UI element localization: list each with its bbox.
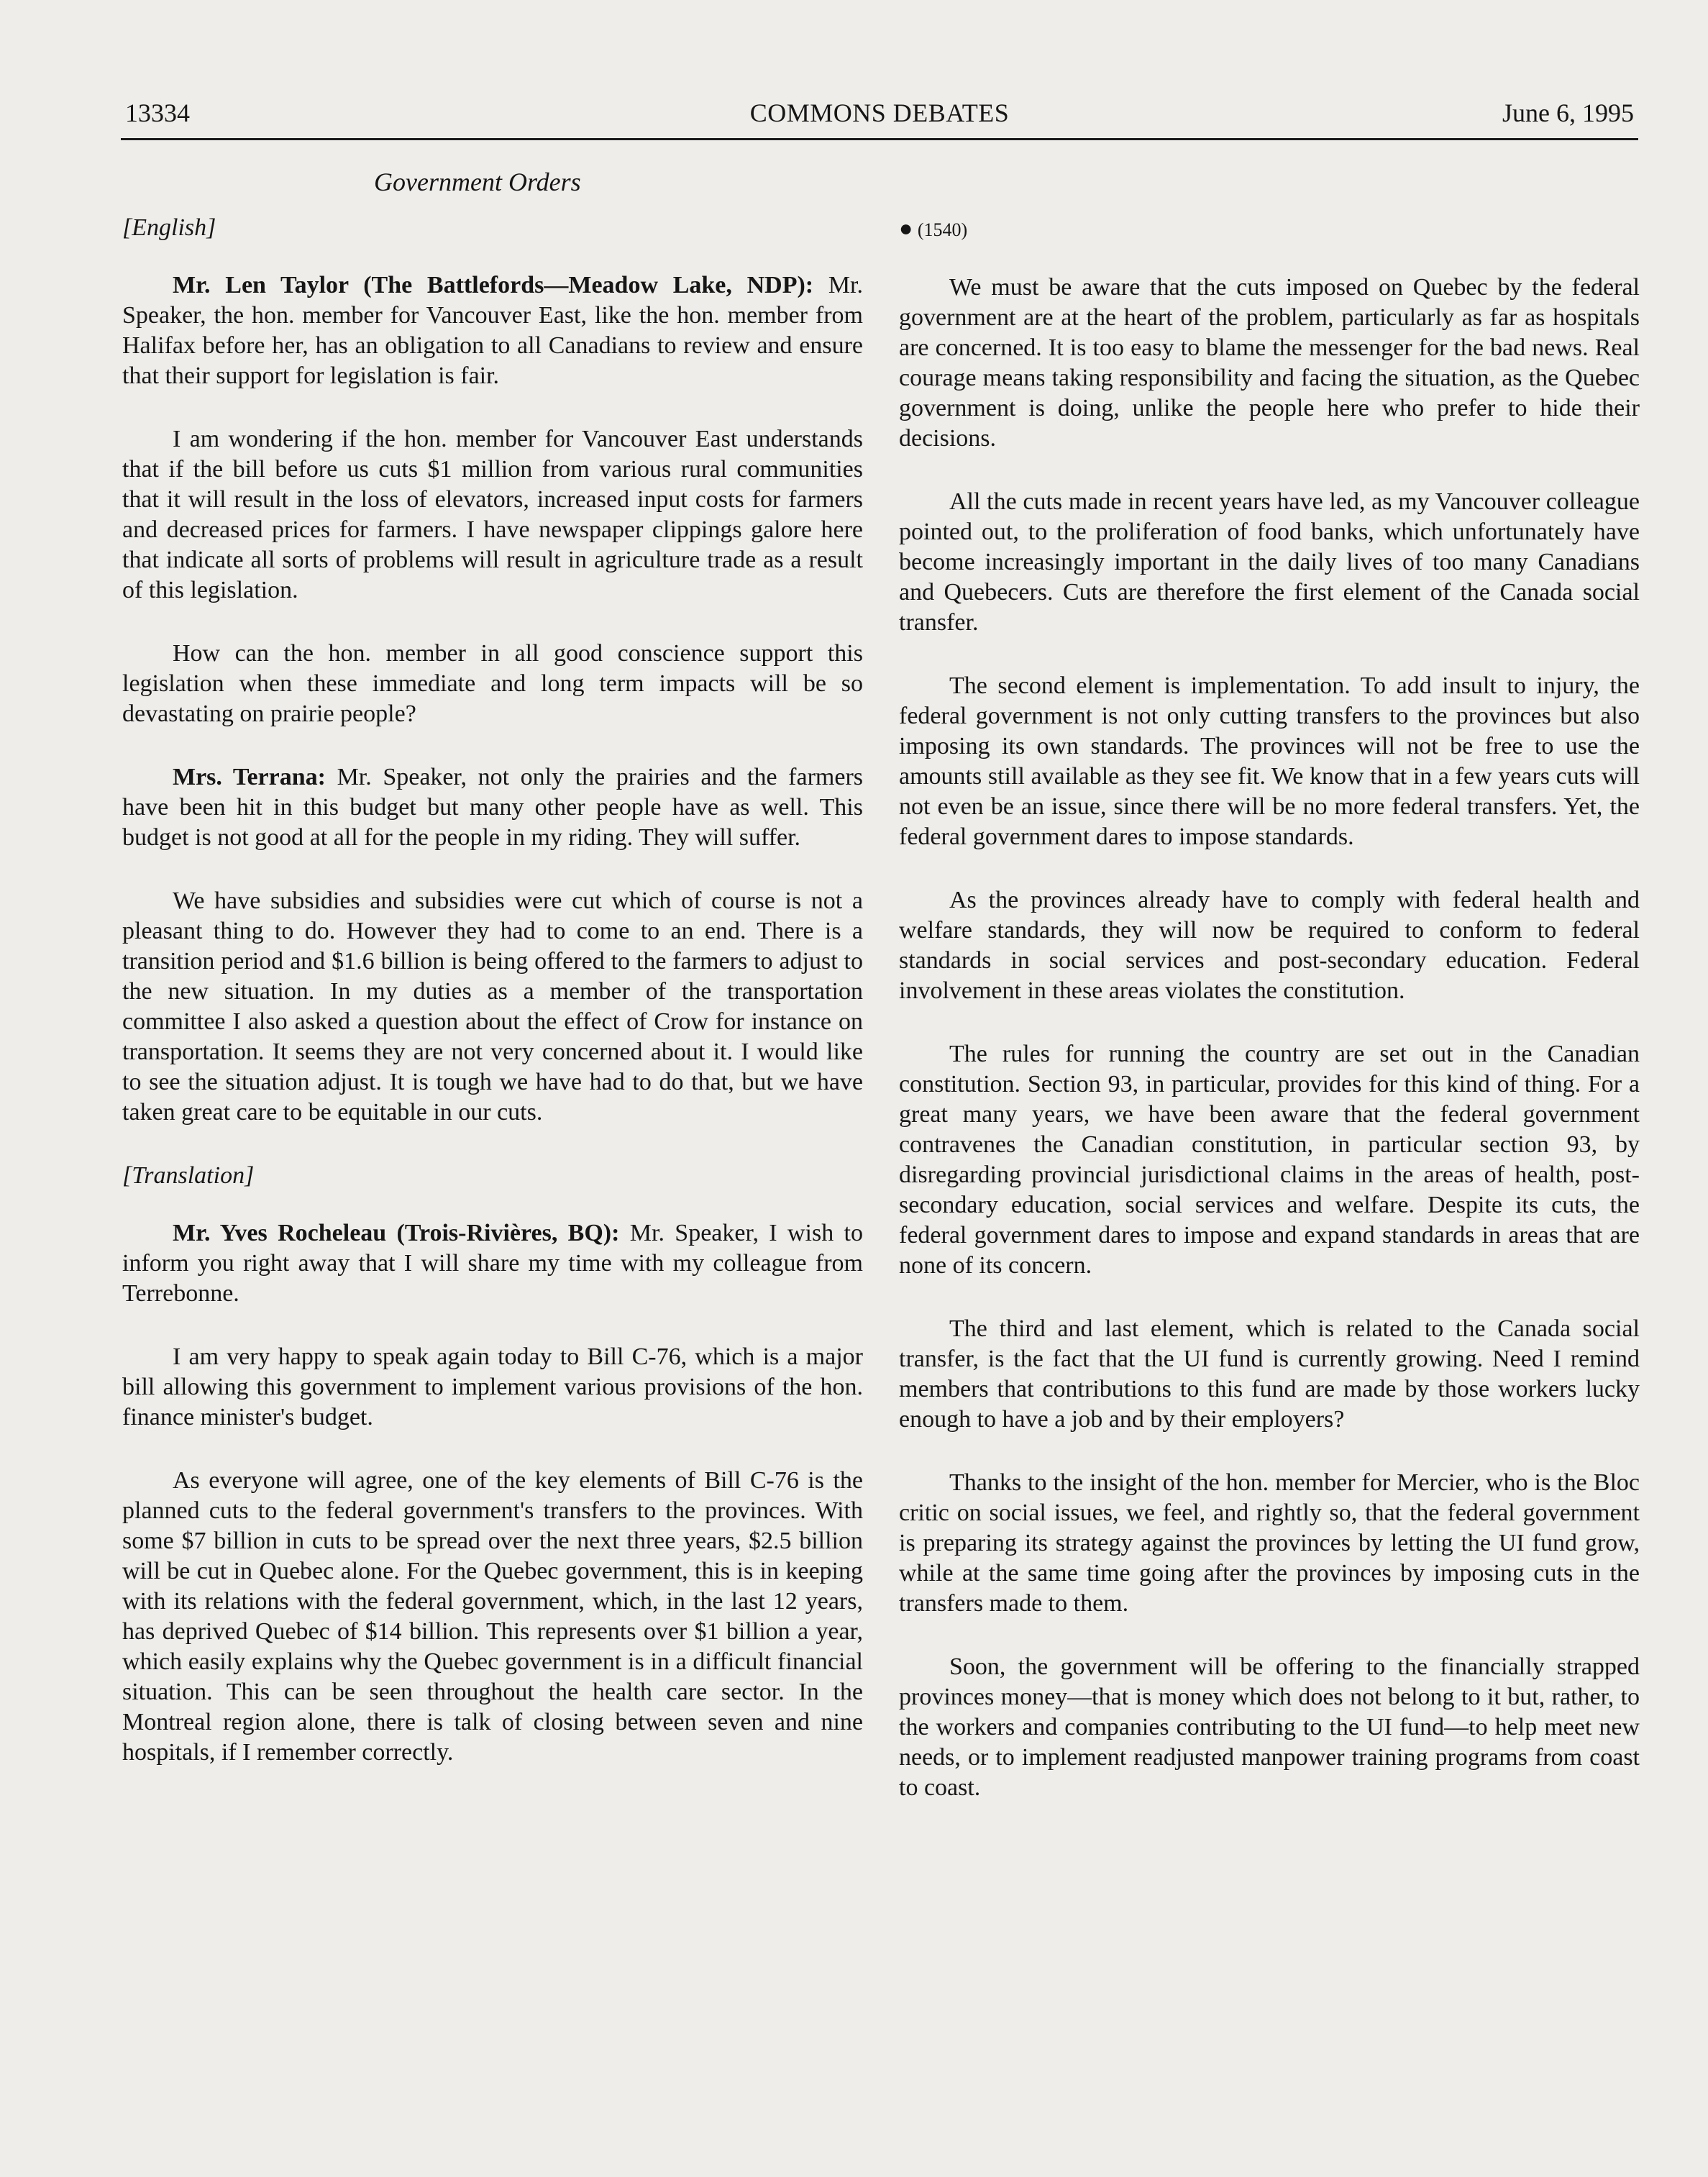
page-number: 13334 <box>125 99 190 127</box>
paragraph: Thanks to the insight of the hon. member for Mercier, who is the Bloc critic on social issues, we feel, and rightly so, that the federal government is preparing its strategy against the provinces by letting the UI fund grow, while at the same time going after the provinces by imposing cuts in the transfers made to them. <box>899 1469 1640 1617</box>
paragraph <box>122 1218 863 1309</box>
paragraph: The second element is implementation. To add insult to injury, the federal government is not only cutting transfers to the provinces but also imposing its own standards. The provinces will not be free to use the amounts still available as they see fit. We know that in a few years cuts will not even be an issue, since there will be no more federal transfers. Yet, the federal government dares to impose standards. <box>899 672 1640 850</box>
bullet-icon: ● <box>899 215 913 241</box>
paragraph: Soon, the government will be offering to the financially strapped provinces money—that is money which does not belong to it but, rather, to the workers and companies contributing to the UI fund—to help meet new needs, or to implement readjusted manpower training programs from coast to coast. <box>899 1653 1640 1801</box>
time-stamp: (1540) <box>917 219 968 240</box>
speech-text: Mr. Speaker, the hon. member for Vancouver East, like the hon. member from Halifax before her, has an obligation to all Canadians to review and ensure that their support for legislation is fair. <box>122 272 863 389</box>
paragraph: All the cuts made in recent years have led, as my Vancouver colleague pointed out, to the proliferation of food banks, which unfortunately have become increasingly important in the daily lives of too many Canadians and Quebecers. Cuts are therefore the first element of the Canada social transfer. <box>899 488 1640 636</box>
paragraph <box>122 270 863 391</box>
language-label-translation: [Translation] <box>122 1162 255 1189</box>
paragraph: The rules for running the country are set out in the Canadian constitution. Section 93, in particular, provides for this kind of thing. For a great many years, we have been aware that the federal government contravenes the Canadian constitution, in particular section 93, by disregarding provincial jurisdictional claims in the areas of health, post-secondary education, social services and welfare. Despite its cuts, the federal government dares to impose and expand standards in areas that are none of its concern. <box>899 1041 1640 1279</box>
speech-text: Mr. Speaker, I wish to inform you right away that I will share my time with my colleague from Terrebonne. <box>122 1220 863 1307</box>
speaker-name: Mrs. Terrana: <box>173 764 326 790</box>
paragraph <box>122 762 863 853</box>
paragraph: We have subsidies and subsidies were cut which of course is not a pleasant thing to do. However they had to come to an end. There is a transition period and $1.6 billion is being offered to the farmers to adjust to the new situation. In my duties as a member of the transportation committee I also asked a question about the effect of Crow for instance on transportation. It seems they are not very concerned about it. I would like to see the situation adjust. It is tough we have had to do that, but we have taken great care to be equitable in our cuts. <box>122 887 863 1126</box>
speaker-name: Mr. Len Taylor (The Battlefords—Meadow Lake, NDP): <box>173 272 814 298</box>
paragraph: As the provinces already have to comply with federal health and welfare standards, they will now be required to conform to federal standards in social services and post-secondary education. Federal involvement in these areas violates the constitution. <box>899 887 1640 1004</box>
paragraph: We must be aware that the cuts imposed on Quebec by the federal government are at the heart of the problem, particularly as far as hospitals are concerned. It is too easy to blame the messenger for the bad news. Real courage means taking responsibility and facing the situation, as the Quebec government is doing, unlike the people here who prefer to hide their decisions. <box>899 274 1640 452</box>
section-title: Government Orders <box>374 168 581 196</box>
left-column <box>122 213 863 1801</box>
paragraph: I am wondering if the hon. member for Vancouver East understands that if the bill before us cuts $1 million from various rural communities that it will result in the loss of elevators, increased input costs for farmers and decreased prices for farmers. I have newspaper clippings galore here that indicate all sorts of problems will result in agriculture trade as a result of this legislation. <box>122 426 863 603</box>
paragraph: I am very happy to speak again today to Bill C-76, which is a major bill allowing this government to implement various provisions of the hon. finance minister's budget. <box>122 1343 863 1430</box>
right-column <box>899 213 1640 1836</box>
speech-text: Mr. Speaker, not only the prairies and the farmers have been hit in this budget but many other people have as well. This budget is not good at all for the people in my riding. They will suffer. <box>122 764 864 851</box>
publication-date: June 6, 1995 <box>1502 99 1634 127</box>
paragraph: How can the hon. member in all good conscience support this legislation when these immediate and long term impacts will be so devastating on prairie people? <box>122 640 863 727</box>
language-label-english: [English] <box>122 214 216 241</box>
page-header <box>121 92 1638 140</box>
speaker-name: Mr. Yves Rocheleau (Trois-Rivières, BQ): <box>173 1220 620 1246</box>
publication-title: COMMONS DEBATES <box>749 99 1010 127</box>
paragraph: As everyone will agree, one of the key elements of Bill C-76 is the planned cuts to the federal government's transfers to the provinces. With some $7 billion in cuts to be spread over the next three years, $2.5 billion will be cut in Quebec alone. For the Quebec government, this is in keeping with its relations with the federal government, which, in the last 12 years, has deprived Quebec of $14 billion. This represents over $1 billion a year, which easily explains why the Quebec government is in a difficult financial situation. This can be seen throughout the health care sector. In the Montreal region alone, there is talk of closing between seven and nine hospitals, if I remember correctly. <box>122 1467 863 1766</box>
paragraph: The third and last element, which is related to the Canada social transfer, is the fact that the UI fund is currently growing. Need I remind members that contributions to this fund are made by those workers lucky enough to have a job and by their employers? <box>899 1315 1640 1433</box>
time-marker <box>899 213 1640 245</box>
